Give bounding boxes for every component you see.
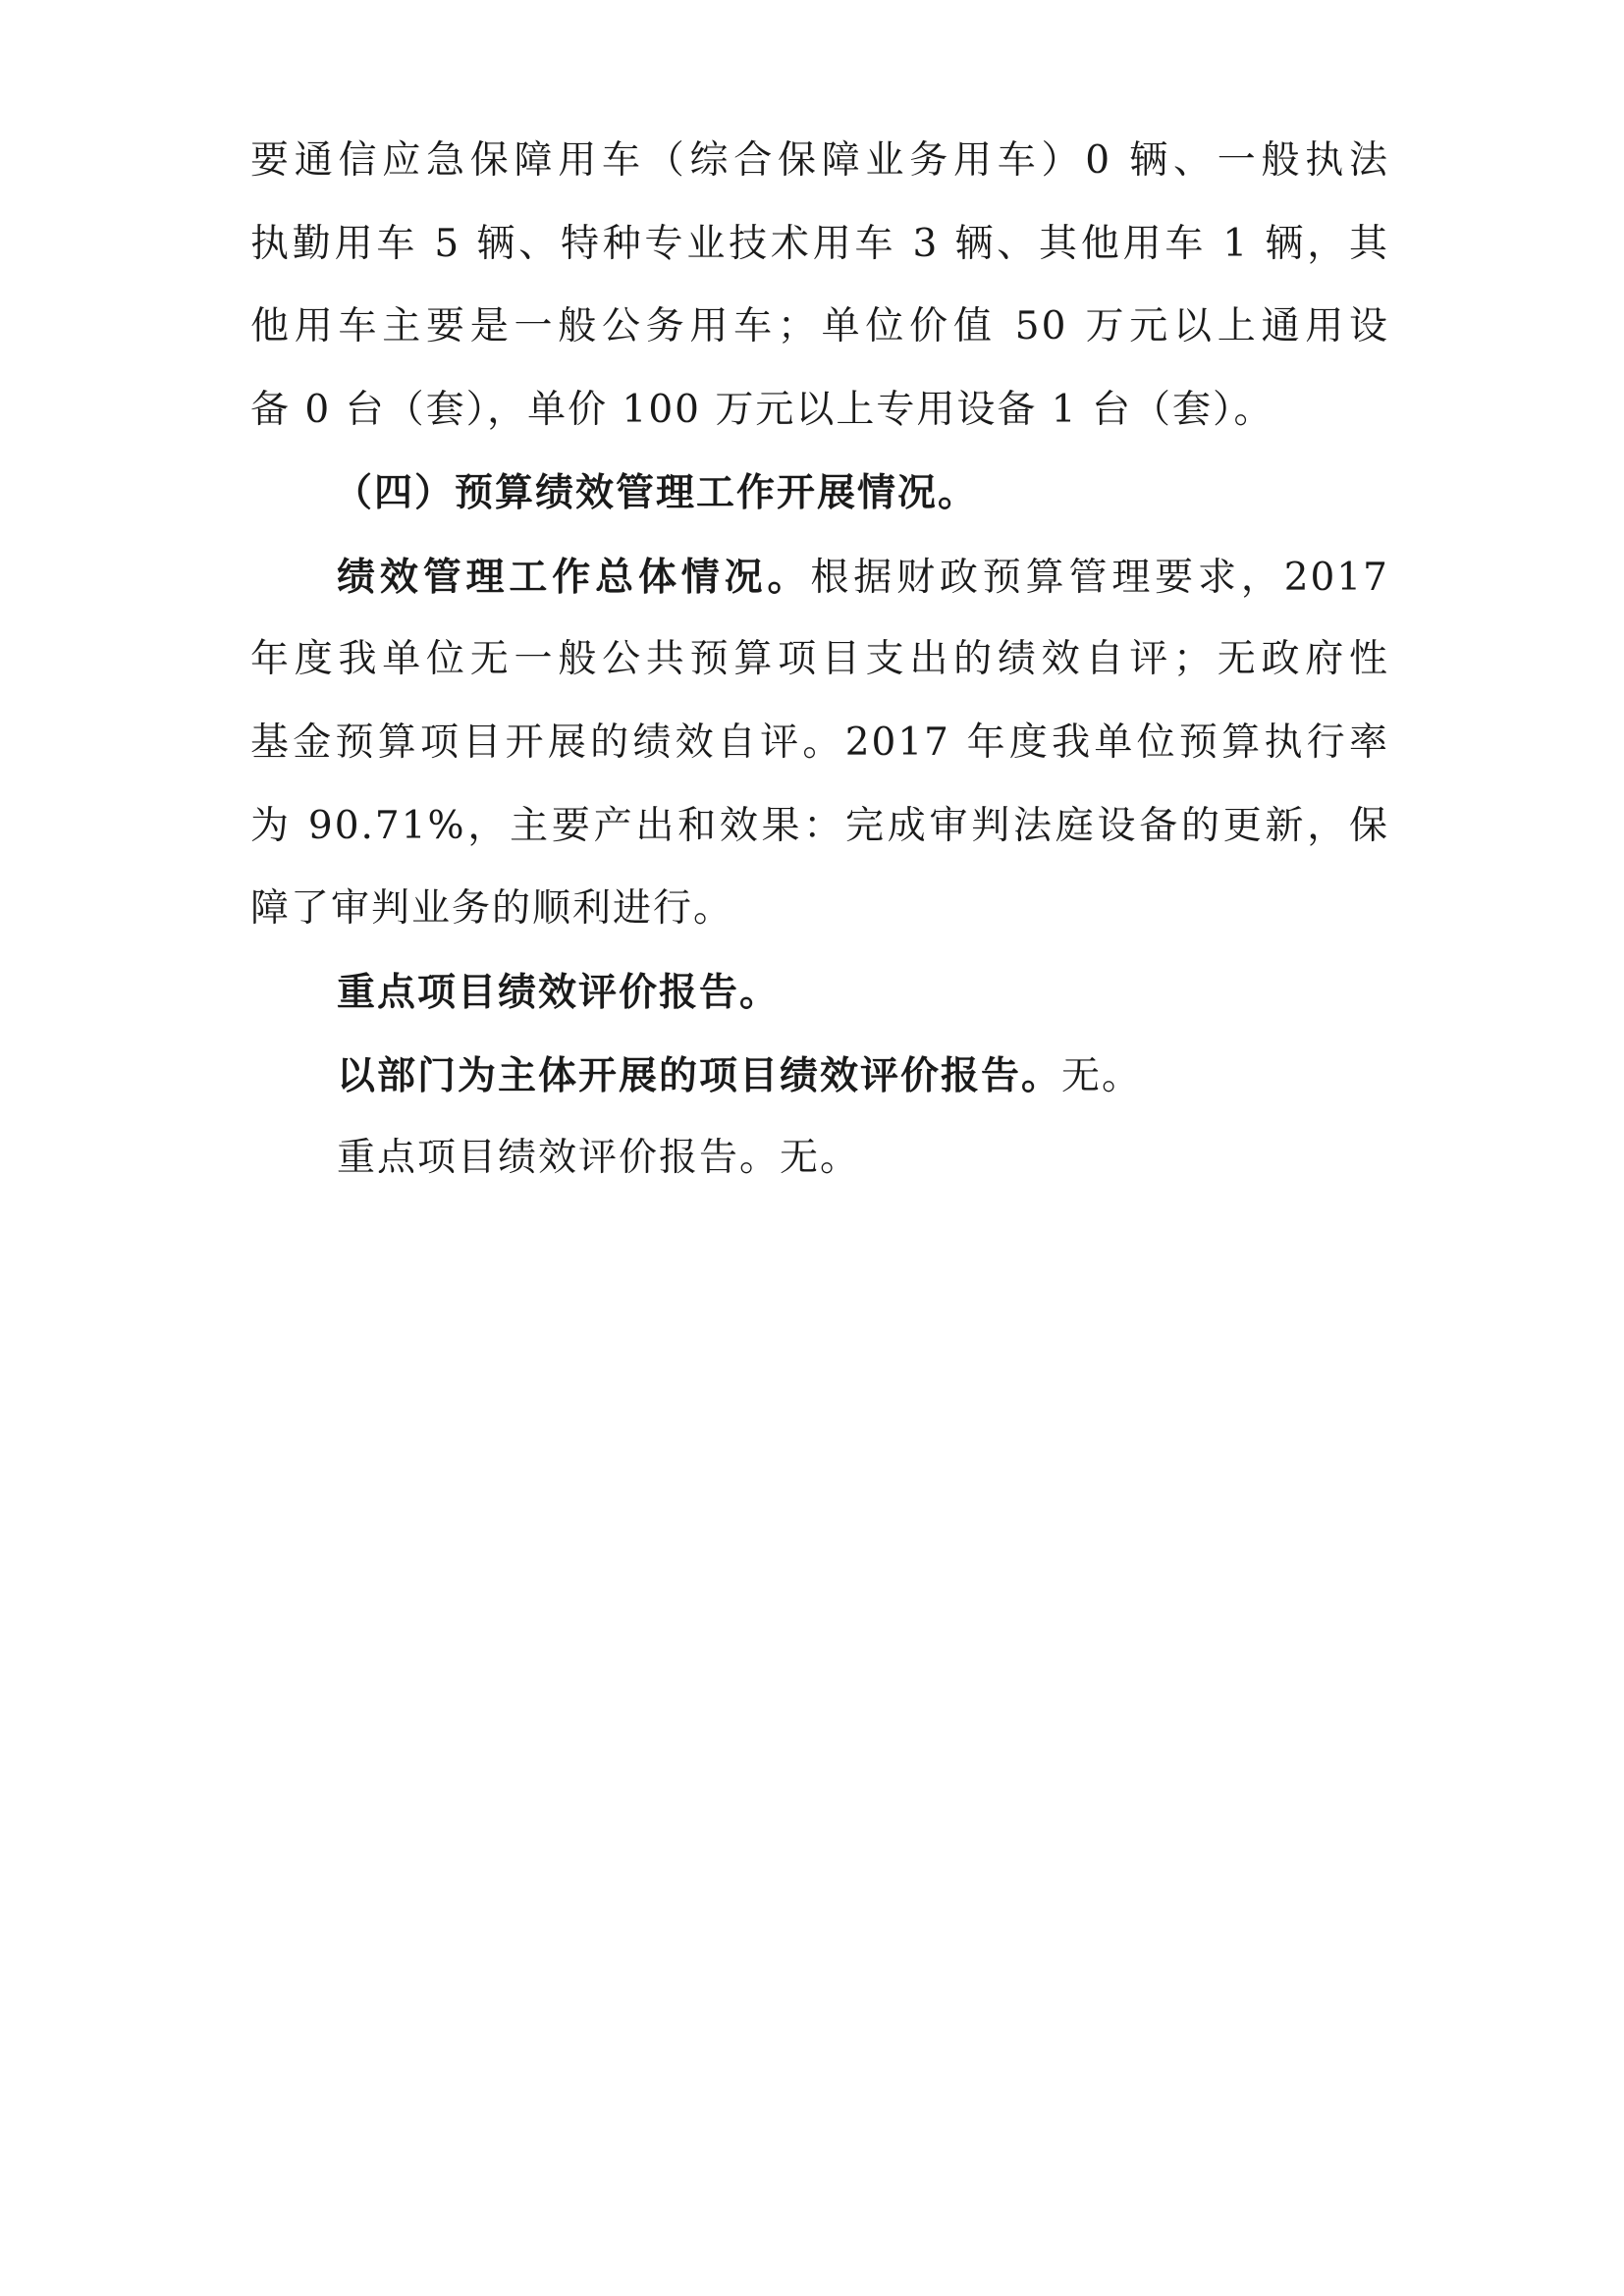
performance-line-1-text: 根据财政预算管理要求，2017 xyxy=(810,556,1389,600)
performance-lead: 绩效管理工作总体情况。 xyxy=(337,555,811,600)
dept-report-lead: 以部门为主体开展的项目绩效评价报告。 xyxy=(337,1053,1062,1098)
paragraph-line-2: 执勤用车 5 辆、特种专业技术用车 3 辆、其他用车 1 辆，其 xyxy=(250,222,1389,266)
dept-report-line xyxy=(337,1046,1389,1105)
paragraph-line-1: 要通信应急保障用车（综合保障业务用车）0 辆、一般执法 xyxy=(250,138,1389,183)
section-heading: （四）预算绩效管理工作开展情况。 xyxy=(334,470,979,515)
performance-line-1 xyxy=(337,548,1389,607)
key-report-value: 无。 xyxy=(780,1136,861,1180)
performance-line-4: 为 90.71%，主要产出和效果：完成审判法庭设备的更新，保 xyxy=(250,804,1389,848)
key-report-lead: 重点项目绩效评价报告。 xyxy=(337,1136,781,1180)
key-project-heading: 重点项目绩效评价报告。 xyxy=(337,970,781,1015)
performance-line-3: 基金预算项目开展的绩效自评。2017 年度我单位预算执行率 xyxy=(250,721,1389,765)
paragraph-line-3: 他用车主要是一般公务用车；单位价值 50 万元以上通用设 xyxy=(250,304,1389,348)
key-report-line xyxy=(337,1129,1389,1188)
performance-line-2: 年度我单位无一般公共预算项目支出的绩效自评；无政府性 xyxy=(250,637,1389,681)
dept-report-value: 无。 xyxy=(1061,1054,1143,1098)
paragraph-line-4: 备 0 台（套），单价 100 万元以上专用设备 1 台（套）。 xyxy=(250,388,1274,432)
performance-line-5: 障了审判业务的顺利进行。 xyxy=(250,886,734,931)
